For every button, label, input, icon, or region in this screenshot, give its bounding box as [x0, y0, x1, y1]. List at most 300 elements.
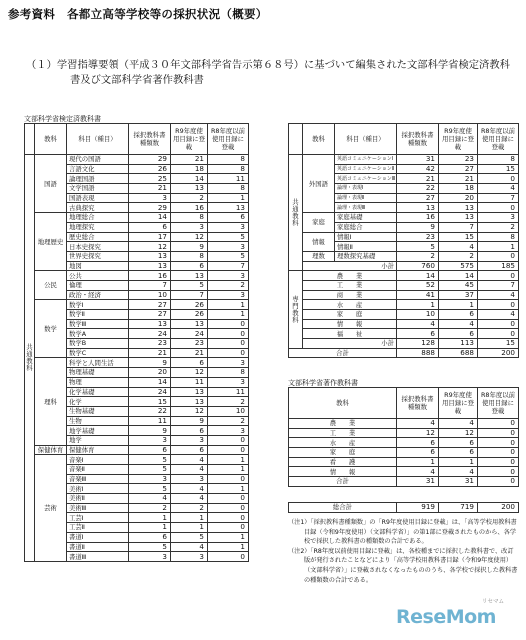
count-cell: 24 — [171, 329, 208, 339]
count-cell: 4 — [439, 419, 478, 429]
count-cell: 5 — [208, 232, 249, 242]
count-cell: 6 — [439, 448, 478, 458]
course-name: 商 業 — [303, 290, 397, 300]
course-name: 現代の国語 — [67, 155, 129, 165]
count-cell: 25 — [129, 174, 171, 184]
table-row — [289, 300, 519, 310]
count-cell: 0 — [208, 513, 249, 523]
count-cell: 1 — [208, 532, 249, 542]
intro-text — [26, 58, 516, 88]
count-cell: 3 — [208, 426, 249, 436]
count-cell: 13 — [439, 213, 478, 223]
count-cell: 3 — [208, 242, 249, 252]
count-cell: 0 — [208, 329, 249, 339]
count-cell: 3 — [478, 213, 519, 223]
course-name: 地図 — [67, 261, 129, 271]
count-cell: 919 — [397, 503, 439, 513]
grand-total-row — [289, 503, 519, 513]
count-cell: 18 — [439, 184, 478, 194]
count-cell: 6 — [397, 438, 439, 448]
page-title: 参考資料 各都立高等学校等の採択状況（概要） — [8, 7, 268, 21]
count-cell: 14 — [397, 271, 439, 281]
footnote-1: （注1）「採択教科書種類数」の「R9年度使用目録に登載」は、「高等学校用教科書目録（令和9年度使用）（文部科学省）」の第1部に登載されたものから、各学校で採択した教科書の種類数の合計である。 — [288, 519, 517, 546]
course-name: 世界史探究 — [67, 251, 129, 261]
count-cell: 3 — [208, 377, 249, 387]
count-cell: 31 — [397, 477, 439, 487]
count-cell: 13 — [129, 319, 171, 329]
course-name: 化学基礎 — [67, 387, 129, 397]
count-cell: 0 — [208, 474, 249, 484]
count-cell: 1 — [171, 523, 208, 533]
count-cell: 2 — [478, 222, 519, 232]
course-name: 書道Ⅱ — [67, 542, 129, 552]
table-row — [289, 419, 519, 429]
course-name: 公共 — [67, 271, 129, 281]
count-cell: 0 — [478, 457, 519, 467]
count-cell: 52 — [397, 280, 439, 290]
count-cell: 14 — [129, 213, 171, 223]
count-cell: 26 — [129, 164, 171, 174]
count-cell: 4 — [171, 484, 208, 494]
count-cell: 23 — [397, 232, 439, 242]
count-cell: 0 — [478, 271, 519, 281]
resemom-logo[interactable]: ReseMom — [396, 606, 496, 628]
count-cell: 21 — [397, 174, 439, 184]
subject-group-label: 数学 — [35, 300, 67, 358]
course-name: 数学C — [67, 348, 129, 358]
subtotal-label: 小計 — [303, 339, 397, 349]
count-cell: 15 — [129, 397, 171, 407]
count-cell: 113 — [439, 339, 478, 349]
course-name: 論理・表現Ⅲ — [335, 203, 397, 213]
count-cell: 15 — [478, 164, 519, 174]
count-cell: 3 — [171, 552, 208, 562]
count-cell: 4 — [439, 467, 478, 477]
count-cell: 3 — [171, 435, 208, 445]
count-cell: 200 — [478, 348, 519, 358]
intro-line-2: 書及び文部科学省著作教科書 — [70, 74, 204, 86]
count-cell: 1 — [208, 455, 249, 465]
course-name: 歴史総合 — [67, 232, 129, 242]
count-cell: 6 — [397, 448, 439, 458]
count-cell: 4 — [478, 310, 519, 320]
count-cell: 12 — [439, 428, 478, 438]
count-cell: 3 — [208, 290, 249, 300]
count-cell: 3 — [208, 358, 249, 368]
count-cell: 42 — [397, 164, 439, 174]
table-header-cell: 採択教科書種類数 — [397, 388, 439, 419]
count-cell: 4 — [478, 184, 519, 194]
subject-group-label: 芸術 — [35, 455, 67, 562]
count-cell: 15 — [478, 339, 519, 349]
course-name: 論理・表現Ⅰ — [335, 184, 397, 194]
count-cell: 2 — [208, 397, 249, 407]
course-name: 英語コミュニケーションⅢ — [335, 174, 397, 184]
count-cell: 17 — [129, 232, 171, 242]
count-cell: 24 — [129, 387, 171, 397]
course-name: 物理 — [67, 377, 129, 387]
table-row — [289, 448, 519, 458]
course-name: 数学A — [67, 329, 129, 339]
count-cell: 13 — [171, 271, 208, 281]
count-cell: 8 — [208, 368, 249, 378]
table-row — [289, 310, 519, 320]
count-cell: 8 — [208, 164, 249, 174]
table-row — [25, 445, 249, 455]
count-cell: 21 — [171, 155, 208, 165]
count-cell: 1 — [208, 484, 249, 494]
footnote-2: （注2）「R8年度以前使用目録に登載」は、各校種までに採択した教科書で、改訂版が発行されたことなどにより「高等学校用教科書目録（令和9年度使用）（文部科学省）」に登載されなくなったもののうち、各学校で採択した教科書の種類数の合計である。 — [288, 547, 518, 584]
count-cell: 4 — [439, 319, 478, 329]
count-cell: 10 — [397, 310, 439, 320]
count-cell: 0 — [478, 300, 519, 310]
count-cell: 8 — [208, 155, 249, 165]
chosaku-textbook-table — [288, 387, 519, 487]
course-name: 音楽Ⅲ — [67, 474, 129, 484]
course-name: 福 祉 — [303, 329, 397, 339]
course-name: 地理探究 — [67, 222, 129, 232]
count-cell: 1 — [208, 542, 249, 552]
count-cell: 0 — [208, 552, 249, 562]
course-name: 音楽Ⅱ — [67, 465, 129, 475]
count-cell: 37 — [439, 290, 478, 300]
table-header-cell: 科目（種目） — [335, 124, 397, 155]
count-cell: 6 — [208, 213, 249, 223]
count-cell: 5 — [171, 280, 208, 290]
count-cell: 2 — [208, 416, 249, 426]
count-cell: 4 — [397, 319, 439, 329]
table-row — [25, 213, 249, 223]
group-label-common: 共 通 教 科 — [25, 155, 35, 562]
table-header-cell: R8年度以前使用目録に登載 — [478, 388, 519, 419]
count-cell: 0 — [208, 494, 249, 504]
count-cell: 1 — [397, 300, 439, 310]
count-cell: 4 — [439, 242, 478, 252]
table-header-cell: R9年度使用目録に登載 — [439, 388, 478, 419]
count-cell: 27 — [439, 164, 478, 174]
course-name: 倫理 — [67, 280, 129, 290]
count-cell: 27 — [129, 300, 171, 310]
count-cell: 0 — [478, 477, 519, 487]
count-cell: 6 — [397, 329, 439, 339]
course-name: 保健体育 — [67, 445, 129, 455]
count-cell: 6 — [171, 445, 208, 455]
count-cell: 22 — [397, 184, 439, 194]
count-cell: 16 — [129, 271, 171, 281]
count-cell: 4 — [129, 494, 171, 504]
count-cell: 0 — [208, 445, 249, 455]
course-name: 情 報 — [289, 467, 397, 477]
count-cell: 21 — [129, 348, 171, 358]
table-header-row — [289, 388, 519, 419]
count-cell: 6 — [171, 358, 208, 368]
count-cell: 0 — [478, 448, 519, 458]
course-name: 国語表現 — [67, 193, 129, 203]
count-cell: 12 — [129, 242, 171, 252]
count-cell: 8 — [208, 184, 249, 194]
course-name: 情 報 — [303, 319, 397, 329]
count-cell: 6 — [439, 310, 478, 320]
table-row — [289, 280, 519, 290]
course-name: 家 庭 — [303, 310, 397, 320]
count-cell: 3 — [129, 193, 171, 203]
count-cell: 0 — [478, 203, 519, 213]
count-cell: 5 — [129, 455, 171, 465]
count-cell: 13 — [129, 251, 171, 261]
count-cell: 11 — [208, 174, 249, 184]
count-cell: 6 — [171, 261, 208, 271]
course-name: 情報Ⅱ — [335, 242, 397, 252]
table-header-cell: 採択教科書種類数 — [129, 124, 171, 155]
count-cell: 23 — [129, 339, 171, 349]
count-cell: 20 — [129, 368, 171, 378]
course-name: 政治・経済 — [67, 290, 129, 300]
count-cell: 14 — [129, 377, 171, 387]
count-cell: 21 — [439, 174, 478, 184]
table-row — [289, 329, 519, 339]
count-cell: 27 — [129, 310, 171, 320]
count-cell: 16 — [171, 203, 208, 213]
count-cell: 13 — [439, 203, 478, 213]
grand-total-label: 総合計 — [289, 503, 397, 513]
course-name: 書道Ⅲ — [67, 552, 129, 562]
count-cell: 6 — [439, 438, 478, 448]
course-name: 数学Ⅲ — [67, 319, 129, 329]
count-cell: 0 — [208, 339, 249, 349]
total-row — [289, 477, 519, 487]
count-cell: 45 — [439, 280, 478, 290]
course-name: 美術Ⅰ — [67, 484, 129, 494]
course-name: 美術Ⅱ — [67, 494, 129, 504]
count-cell: 0 — [478, 428, 519, 438]
count-cell: 200 — [478, 503, 519, 513]
table-row — [25, 300, 249, 310]
count-cell: 3 — [208, 222, 249, 232]
count-cell: 0 — [478, 438, 519, 448]
table-row — [25, 155, 249, 165]
count-cell: 719 — [439, 503, 478, 513]
count-cell: 1 — [439, 457, 478, 467]
count-cell: 3 — [129, 435, 171, 445]
count-cell: 18 — [171, 164, 208, 174]
subject-group-label: 理数 — [303, 251, 335, 261]
count-cell: 0 — [478, 329, 519, 339]
count-cell: 10 — [129, 290, 171, 300]
table-row — [289, 290, 519, 300]
count-cell: 1 — [208, 193, 249, 203]
count-cell: 2 — [439, 251, 478, 261]
count-cell: 16 — [397, 213, 439, 223]
course-name: 農 業 — [303, 271, 397, 281]
course-name: 情報Ⅰ — [335, 232, 397, 242]
course-name: 古典探究 — [67, 203, 129, 213]
table-header-cell: 教科 — [303, 124, 335, 155]
table-row — [289, 155, 519, 165]
table-row — [289, 467, 519, 477]
course-name: 工芸Ⅱ — [67, 523, 129, 533]
count-cell: 22 — [129, 406, 171, 416]
subject-group-label: 国語 — [35, 155, 67, 213]
table-row — [25, 455, 249, 465]
count-cell: 760 — [397, 261, 439, 271]
count-cell: 0 — [478, 174, 519, 184]
count-cell: 13 — [208, 203, 249, 213]
count-cell: 7 — [478, 193, 519, 203]
count-cell: 13 — [171, 397, 208, 407]
subject-group-label: 家庭 — [303, 213, 335, 232]
count-cell: 13 — [171, 184, 208, 194]
count-cell: 5 — [397, 242, 439, 252]
count-cell: 128 — [397, 339, 439, 349]
count-cell: 185 — [478, 261, 519, 271]
course-name: 理数探究基礎 — [335, 251, 397, 261]
count-cell: 10 — [208, 406, 249, 416]
total-label: 合計 — [289, 477, 397, 487]
count-cell: 4 — [397, 419, 439, 429]
kentei-textbook-table — [24, 123, 249, 562]
logo-subtext: リセマム — [482, 599, 504, 605]
count-cell: 0 — [208, 435, 249, 445]
count-cell: 888 — [397, 348, 439, 358]
course-name: 数学Ⅱ — [67, 310, 129, 320]
course-name: 英語コミュニケーションⅡ — [335, 164, 397, 174]
course-name: 音楽Ⅰ — [67, 455, 129, 465]
count-cell: 9 — [397, 222, 439, 232]
count-cell: 15 — [439, 232, 478, 242]
count-cell: 29 — [129, 203, 171, 213]
course-name: 家庭基礎 — [335, 213, 397, 223]
table-header-cell — [25, 124, 35, 155]
count-cell: 2 — [129, 503, 171, 513]
table-header-cell: R9年度使用目録に登載 — [439, 124, 478, 155]
table-row — [25, 358, 249, 368]
course-name: 化学 — [67, 397, 129, 407]
subject-group-label: 公民 — [35, 271, 67, 300]
count-cell: 7 — [478, 280, 519, 290]
count-cell: 4 — [171, 455, 208, 465]
count-cell: 12 — [171, 232, 208, 242]
count-cell: 21 — [171, 348, 208, 358]
count-cell: 20 — [439, 193, 478, 203]
count-cell: 14 — [171, 174, 208, 184]
table-header-cell: R9年度使用目録に登載 — [171, 124, 208, 155]
table-row — [289, 457, 519, 467]
count-cell: 0 — [208, 348, 249, 358]
count-cell: 9 — [129, 358, 171, 368]
count-cell: 27 — [397, 193, 439, 203]
count-cell: 3 — [171, 222, 208, 232]
count-cell: 12 — [171, 368, 208, 378]
count-cell: 3 — [129, 474, 171, 484]
count-cell: 13 — [397, 203, 439, 213]
count-cell: 3 — [129, 552, 171, 562]
count-cell: 41 — [397, 290, 439, 300]
course-name: 水 産 — [303, 300, 397, 310]
count-cell: 12 — [397, 428, 439, 438]
count-cell: 6 — [129, 222, 171, 232]
table-header-cell: 採択教科書種類数 — [397, 124, 439, 155]
course-name: 工芸Ⅰ — [67, 513, 129, 523]
course-name: 水 産 — [289, 438, 397, 448]
subtotal-row — [289, 339, 519, 349]
count-cell: 2 — [208, 280, 249, 290]
subtotal-row — [289, 261, 519, 271]
course-name: 農 業 — [289, 419, 397, 429]
course-name: 家庭総合 — [335, 222, 397, 232]
count-cell: 12 — [171, 406, 208, 416]
table-header-row — [25, 124, 249, 155]
course-name: 文学国語 — [67, 184, 129, 194]
count-cell: 1 — [397, 457, 439, 467]
course-name: 生物基礎 — [67, 406, 129, 416]
course-name: 地学 — [67, 435, 129, 445]
subtotal-label: 小計 — [303, 261, 397, 271]
count-cell: 5 — [129, 542, 171, 552]
count-cell: 11 — [171, 377, 208, 387]
course-name: 日本史探究 — [67, 242, 129, 252]
course-name: 家 庭 — [289, 448, 397, 458]
left-table-caption: 文部科学省検定済教科書 — [24, 115, 101, 123]
table-row — [289, 271, 519, 281]
count-cell: 11 — [129, 416, 171, 426]
course-name: 英語コミュニケーションⅠ — [335, 155, 397, 165]
count-cell: 13 — [171, 387, 208, 397]
count-cell: 21 — [129, 184, 171, 194]
count-cell: 0 — [208, 503, 249, 513]
count-cell: 31 — [439, 477, 478, 487]
count-cell: 9 — [129, 426, 171, 436]
count-cell: 1 — [129, 523, 171, 533]
count-cell: 26 — [171, 300, 208, 310]
subject-group-label: 理科 — [35, 358, 67, 445]
count-cell: 0 — [208, 319, 249, 329]
count-cell: 23 — [171, 339, 208, 349]
course-name: 生物 — [67, 416, 129, 426]
count-cell: 0 — [208, 523, 249, 533]
course-name: 地学基礎 — [67, 426, 129, 436]
total-label: 合計 — [289, 348, 397, 358]
count-cell: 13 — [171, 319, 208, 329]
course-name: 書道Ⅰ — [67, 532, 129, 542]
count-cell: 7 — [208, 261, 249, 271]
course-name: 工 業 — [303, 280, 397, 290]
kentei-textbook-table-continued — [288, 123, 519, 358]
table-row — [289, 232, 519, 242]
table-row — [289, 438, 519, 448]
count-cell: 1 — [129, 513, 171, 523]
count-cell: 6 — [439, 329, 478, 339]
table-header-cell: 教科 — [289, 388, 397, 419]
chosaku-table-caption: 文部科学省著作教科書 — [288, 379, 358, 387]
count-cell: 688 — [439, 348, 478, 358]
table-row — [289, 251, 519, 261]
course-name: 科学と人間生活 — [67, 358, 129, 368]
count-cell: 4 — [397, 467, 439, 477]
course-name: 言語文化 — [67, 164, 129, 174]
count-cell: 3 — [171, 474, 208, 484]
table-header-row — [289, 124, 519, 155]
course-name: 論理・表現Ⅱ — [335, 193, 397, 203]
count-cell: 6 — [129, 445, 171, 455]
count-cell: 4 — [478, 290, 519, 300]
count-cell: 8 — [171, 251, 208, 261]
footnotes — [288, 518, 518, 585]
count-cell: 1 — [171, 513, 208, 523]
count-cell: 1 — [478, 242, 519, 252]
table-row — [289, 428, 519, 438]
count-cell: 5 — [208, 251, 249, 261]
count-cell: 4 — [171, 542, 208, 552]
